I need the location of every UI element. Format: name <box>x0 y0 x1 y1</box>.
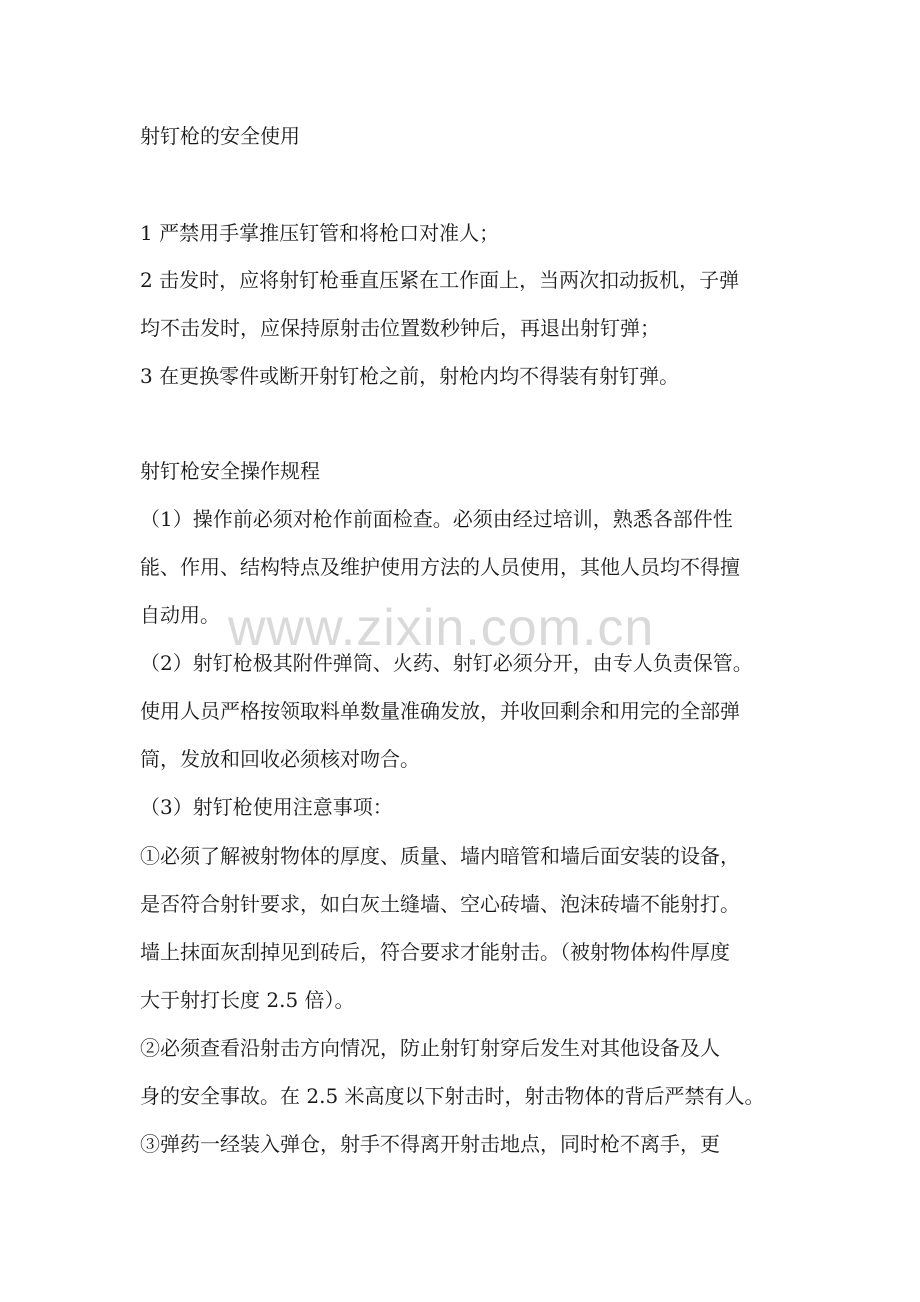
paragraph-line: 使用人员严格按领取料单数量准确发放，并收回剩余和用完的全部弹 <box>140 699 740 723</box>
paragraph-line: 1 严禁用手掌推压钉管和将枪口对准人； <box>140 221 500 245</box>
paragraph-line: 筒，发放和回收必须核对吻合。 <box>140 747 420 771</box>
paragraph-line: 大于射打长度 2.5 倍）。 <box>140 988 355 1012</box>
paragraph-line: （2）射钉枪极其附件弹筒、火药、射钉必须分开，由专人负责保管。 <box>140 651 753 675</box>
paragraph-line: 身的安全事故。在 2.5 米高度以下射击时，射击物体的背后严禁有人。 <box>140 1084 765 1108</box>
paragraph-line: 3 在更换零件或断开射钉枪之前，射枪内均不得装有射钉弹。 <box>140 364 680 388</box>
paragraph-line: 2 击发时，应将射钉枪垂直压紧在工作面上，当两次扣动扳机，子弹 <box>140 268 740 292</box>
paragraph-line: 能、作用、结构特点及维护使用方法的人员使用，其他人员均不得擅 <box>140 555 740 579</box>
paragraph-line: 墙上抹面灰刮掉见到砖后，符合要求才能射击。（被射物体构件厚度 <box>140 940 730 964</box>
paragraph-line: ③弹药一经装入弹仓，射手不得离开射击地点，同时枪不离手，更 <box>140 1132 720 1156</box>
watermark: www.zixin.com.cn <box>228 599 655 657</box>
paragraph-line: （3）射钉枪使用注意事项： <box>140 795 393 819</box>
paragraph-line: 均不击发时，应保持原射击位置数秒钟后，再退出射钉弹； <box>140 316 660 340</box>
paragraph-line: ①必须了解被射物体的厚度、质量、墙内暗管和墙后面安装的设备， <box>140 844 740 868</box>
section-title-safe-use: 射钉枪的安全使用 <box>140 124 300 148</box>
paragraph-line: （1）操作前必须对枪作前面检查。必须由经过培训，熟悉各部件性 <box>140 507 733 531</box>
paragraph-line: 是否符合射针要求，如白灰土缝墙、空心砖墙、泡沫砖墙不能射打。 <box>140 892 740 916</box>
section-title-operating-rules: 射钉枪安全操作规程 <box>140 459 320 483</box>
paragraph-line: ②必须查看沿射击方向情况，防止射钉射穿后发生对其他设备及人 <box>140 1036 720 1060</box>
paragraph-line: 自动用。 <box>140 603 220 627</box>
